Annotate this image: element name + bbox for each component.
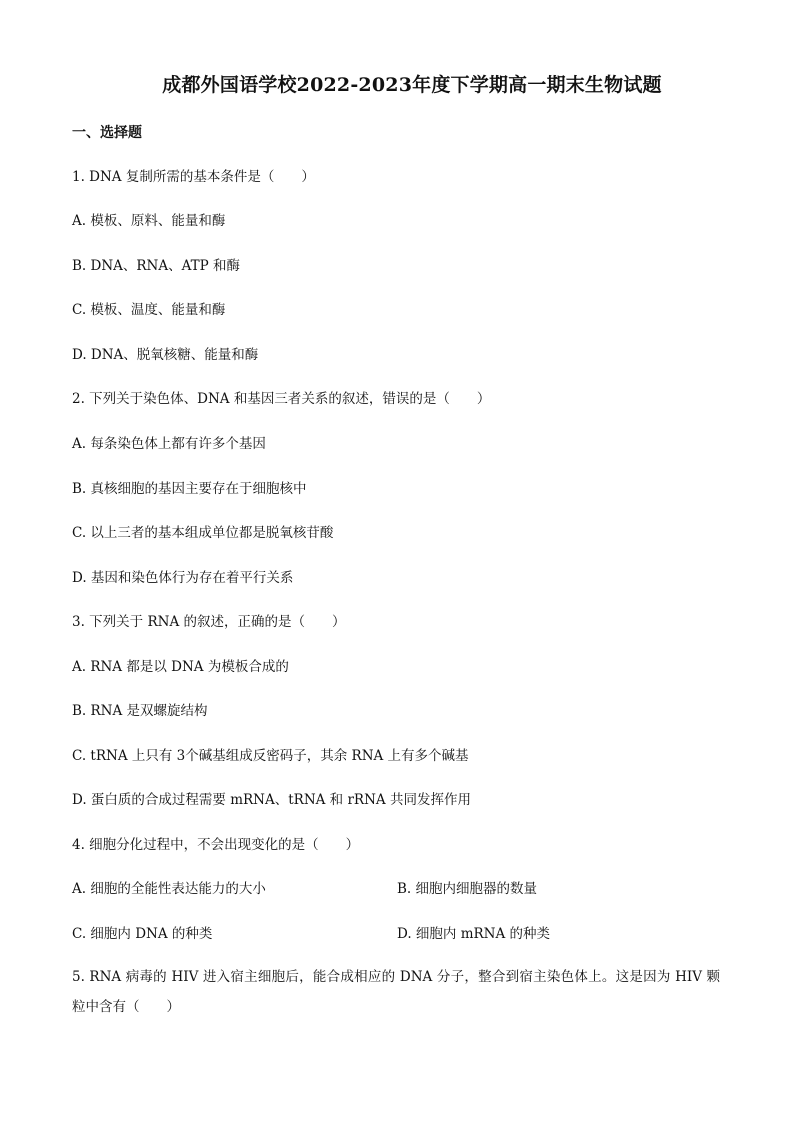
question-1-option-b: B. DNA、RNA、ATP 和酶 [72,258,241,274]
question-5-stem: 5. RNA 病毒的 HIV 进入宿主细胞后，能合成相应的 DNA 分子，整合到宿主染色体上。这是因为 HIV 颗粒中含有（ ） [72,969,720,1015]
question-2-option-c: C. 以上三者的基本组成单位都是脱氧核苷酸 [72,525,334,541]
question-1-stem: 1. DNA 复制所需的基本条件是（ ） [72,169,315,185]
question-1-option-d: D. DNA、脱氧核糖、能量和酶 [72,347,259,363]
question-1-option-c: C. 模板、温度、能量和酶 [72,302,226,318]
question-3-option-a: A. RNA 都是以 DNA 为模板合成的 [72,659,289,675]
question-4-option-d: D. 细胞内 mRNA 的种类 [397,926,551,942]
section-heading: 一、选择题 [72,125,142,141]
question-4-option-c: C. 细胞内 DNA 的种类 [72,926,213,942]
question-4-stem: 4. 细胞分化过程中，不会出现变化的是（ ） [72,837,360,853]
question-2-stem: 2. 下列关于染色体、DNA 和基因三者关系的叙述，错误的是（ ） [72,391,491,407]
question-2-option-d: D. 基因和染色体行为存在着平行关系 [72,570,294,586]
question-1-option-a: A. 模板、原料、能量和酶 [72,213,226,229]
question-3-option-b: B. RNA 是双螺旋结构 [72,703,208,719]
exam-title: 成都外国语学校2022-2023年度下学期高一期末生物试题 [162,74,662,96]
question-3-option-c: C. tRNA 上只有 3个碱基组成反密码子，其余 RNA 上有多个碱基 [72,748,469,764]
question-4-option-b: B. 细胞内细胞器的数量 [397,881,538,897]
question-3-option-d: D. 蛋白质的合成过程需要 mRNA、tRNA 和 rRNA 共同发挥作用 [72,792,471,808]
question-3-stem: 3. 下列关于 RNA 的叙述，正确的是（ ） [72,614,346,630]
question-2-option-b: B. 真核细胞的基因主要存在于细胞核中 [72,481,307,497]
question-4-option-a: A. 细胞的全能性表达能力的大小 [72,881,266,897]
question-2-option-a: A. 每条染色体上都有许多个基因 [72,436,266,452]
